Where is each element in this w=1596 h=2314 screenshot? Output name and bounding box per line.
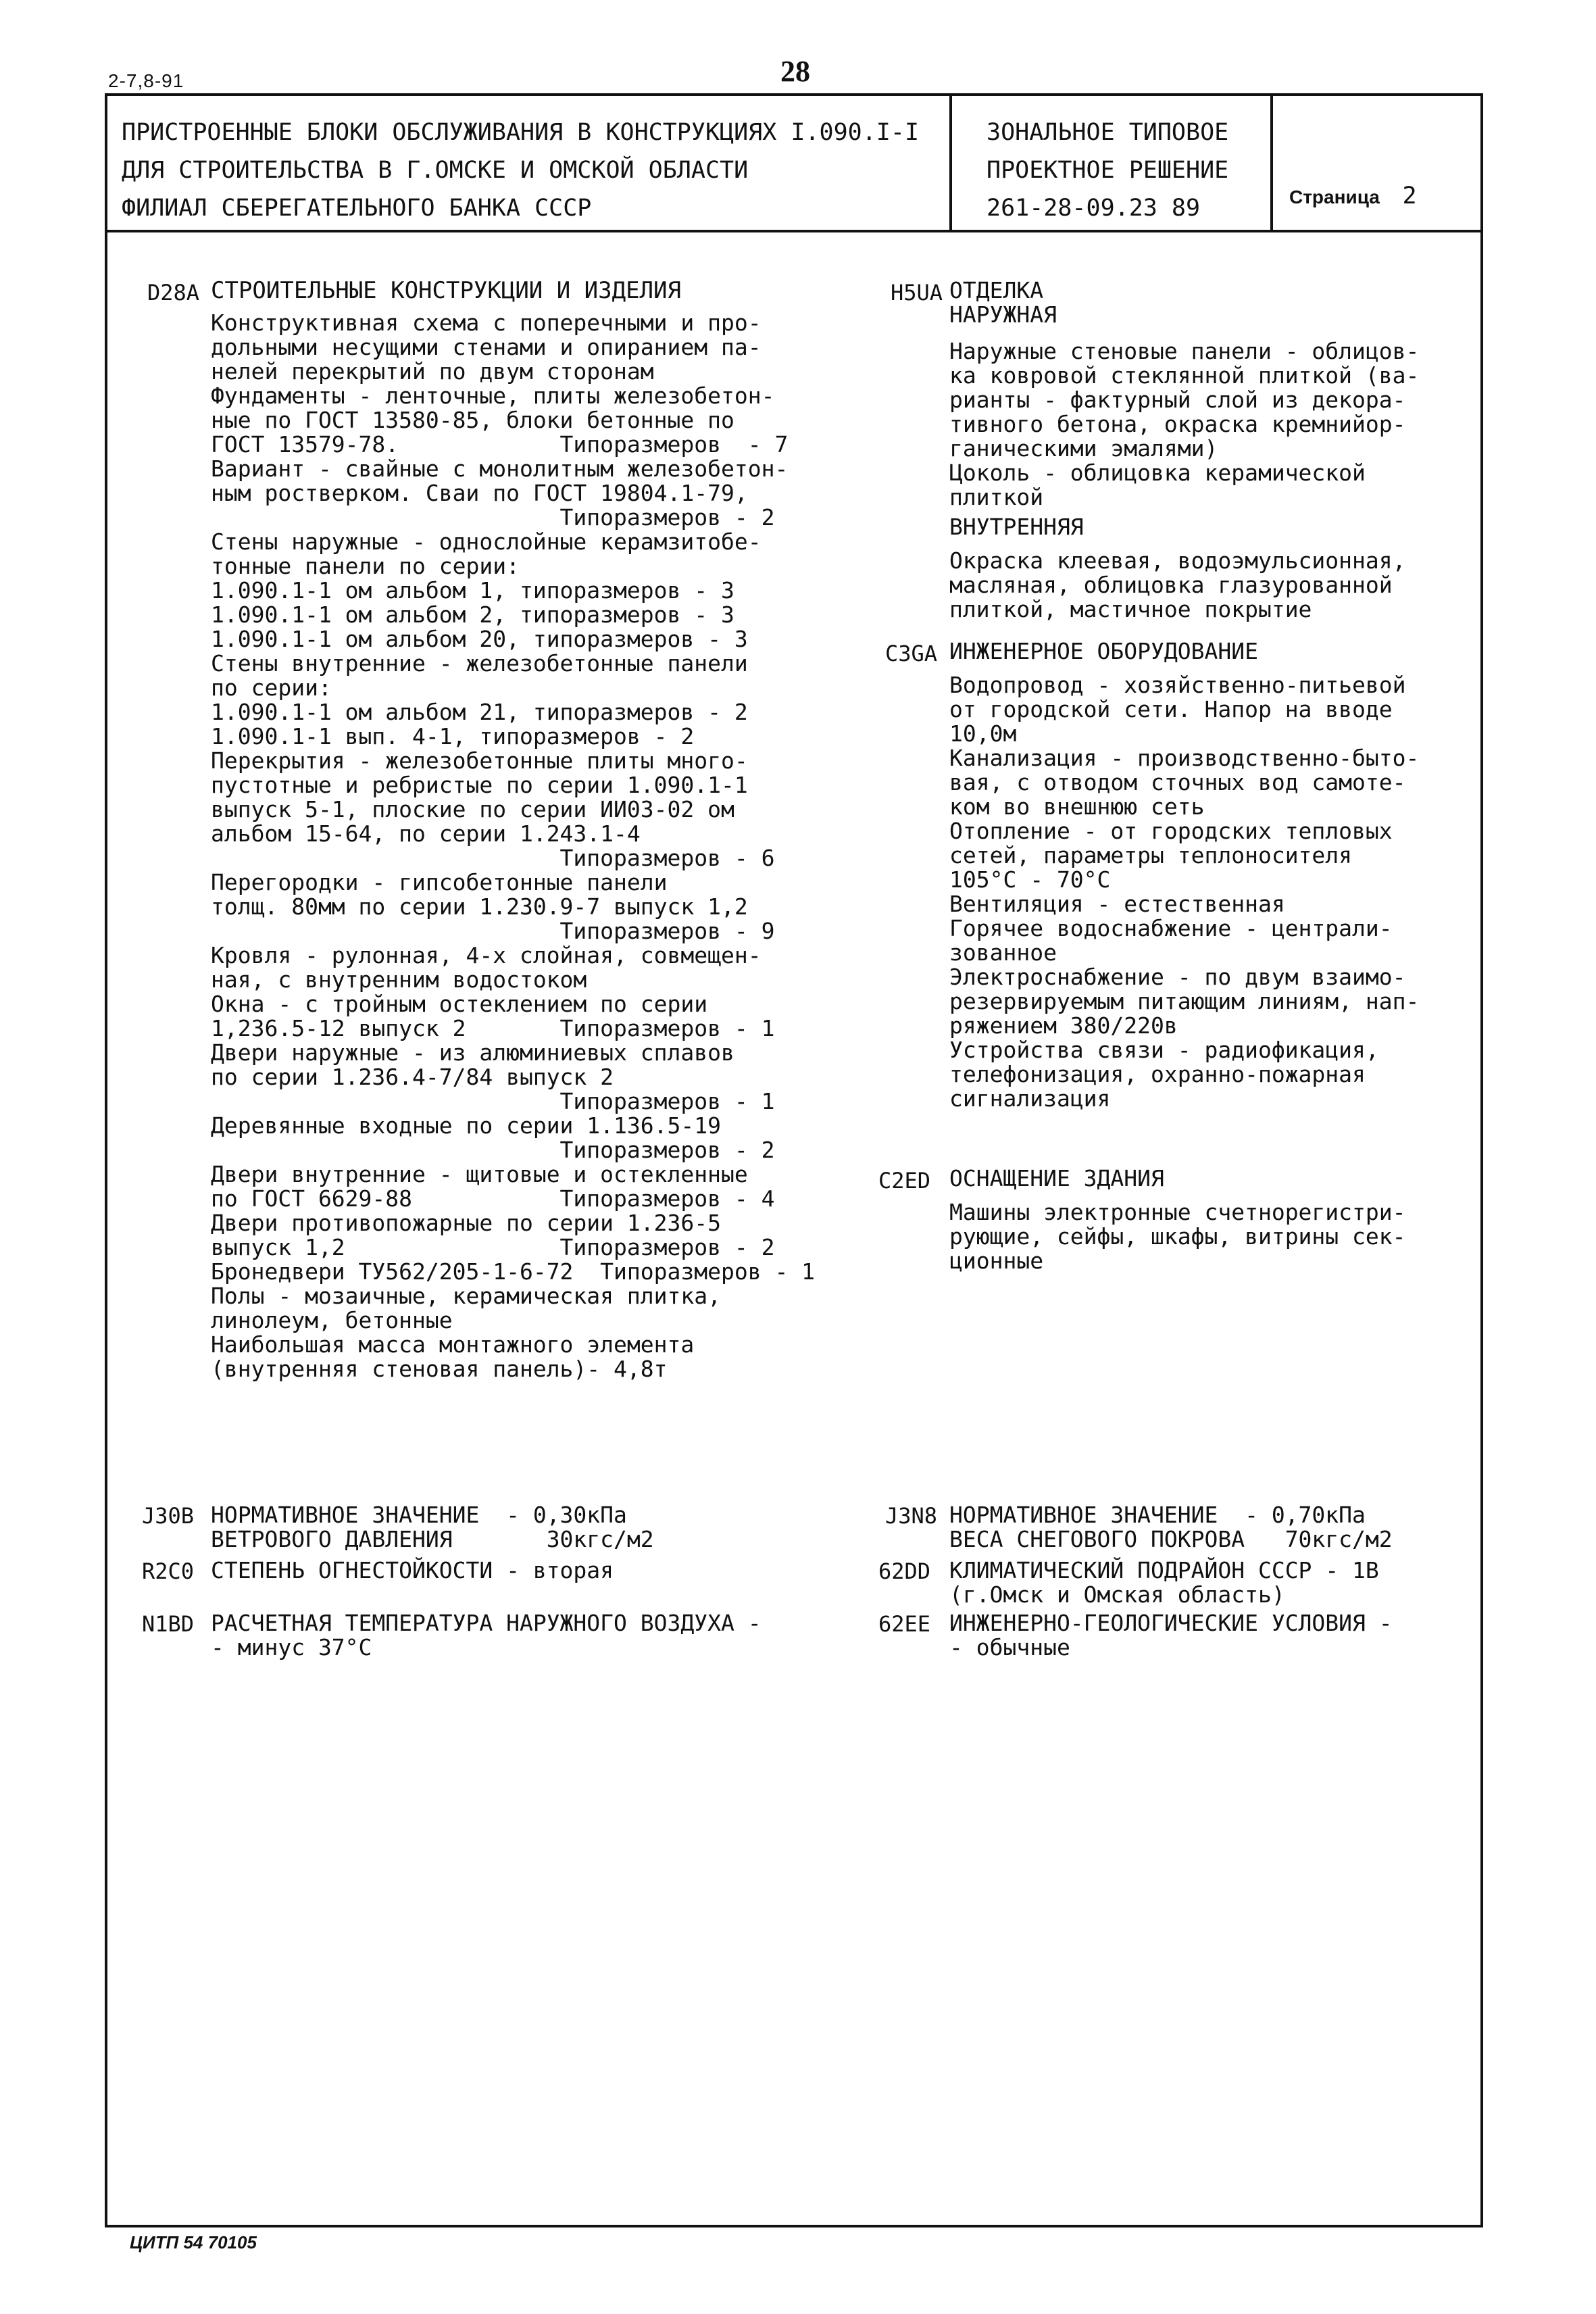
section-code: D28A — [147, 280, 200, 305]
section-code: 62DD — [878, 1558, 931, 1584]
section-code: C2ED — [878, 1168, 931, 1193]
header-title — [122, 114, 919, 227]
solution-line: 261-28-09.23 89 — [987, 195, 1201, 222]
header-divider — [105, 230, 1483, 232]
section-code: C3GA — [885, 641, 938, 666]
header-title-line: ПРИСТРОЕННЫЕ БЛОКИ ОБСЛУЖИВАНИЯ В КОНСТРУКЦИЯХ I.090.I-I — [122, 119, 920, 146]
finishing-outer-text: Наружные стеновые панели - облицов- ка ковровой стеклянной плиткой (ва- рианты - фактурный слой из декора- тивного бетона, окраска кремнийор- ганическими эмалями) Цоколь - облицовка керамической плиткой — [949, 338, 1420, 510]
section-code: J3N8 — [885, 1503, 938, 1529]
page-value: 2 — [1402, 182, 1417, 210]
page-number: 28 — [780, 55, 810, 88]
section-code: H5UA — [891, 280, 943, 305]
engineering-text: Водопровод - хозяйственно-питьевой от городской сети. Напор на вводе 10,0м Канализация - производственно-быто- вая, с отводом сточных вод самоте- ком во внешнюю сеть Отопление - от городских тепловых сетей, параметры теплоносителя 105°С - 70°С Вентиляция - естественная Горячее водоснабжение - централи- зованное Электроснабжение - по двум взаимо- резервируемым питающим линиям, нап- ряжением 380/220в Устройства связи - радиофикация, телефонизация, охранно-пожарная сигнализация — [949, 672, 1420, 1112]
section-title-equipment: ОСНАЩЕНИЕ ЗДАНИЯ — [949, 1165, 1164, 1191]
document-code: 2-7,8-91 — [108, 70, 184, 91]
equipment-text: Машины электронные счетнорегистри- рующие, сейфы, шкафы, витрины сек- ционные — [949, 1199, 1406, 1274]
section-code: J30B — [142, 1503, 195, 1529]
outdoor-temp-text: РАСЧЕТНАЯ ТЕМПЕРАТУРА НАРУЖНОГО ВОЗДУХА - - минус 37°С — [211, 1610, 762, 1660]
section-title-finishing: ОТДЕЛКА НАРУЖНАЯ — [949, 277, 1057, 328]
section-code: N1BD — [142, 1611, 195, 1637]
header-title-line: ФИЛИАЛ СБЕРЕГАТЕЛЬНОГО БАНКА СССР — [122, 195, 592, 222]
geology-text: ИНЖЕНЕРНО-ГЕОЛОГИЧЕСКИЕ УСЛОВИЯ - - обычные — [949, 1610, 1393, 1660]
page-label: Страница — [1289, 187, 1380, 207]
solution-line: ПРОЕКТНОЕ РЕШЕНИЕ — [987, 157, 1229, 184]
fire-resistance-text: СТЕПЕНЬ ОГНЕСТОЙКОСТИ - вторая — [211, 1557, 614, 1583]
header-solution — [987, 114, 1228, 227]
section-title-structures: СТРОИТЕЛЬНЫЕ КОНСТРУКЦИИ И ИЗДЕЛИЯ — [211, 277, 681, 304]
header-title-line: ДЛЯ СТРОИТЕЛЬСТВА В Г.ОМСКЕ И ОМСКОЙ ОБЛАСТИ — [122, 157, 749, 184]
climate-text: КЛИМАТИЧЕСКИЙ ПОДРАЙОН СССР - 1В (г.Омск и Омская область) — [949, 1557, 1379, 1608]
structures-text: Конструктивная схема с поперечными и про- дольными несущими стенами и опиранием па- нелей перекрытий по двум сторонам Фундаменты - ленточные, плиты железобетон- ные по ГОСТ 13580-85, блоки бетонные по ГОСТ 13579-78. Типоразмеров - 7 Вариант - свайные с монолитным железобетон- ным ростверком. Сваи по ГОСТ 19804.1-79, Типоразмеров - 2 Стены наружные - однослойные керамзитобе- тонные панели по серии: 1.090.1-1 ом альбом 1, типоразмеров - 3 1.090.1-1 ом альбом 2, типоразмеров - 3 1.090.1-1 ом альбом 20, типоразмеров - 3 Стены внутренние - железобетонные панели по серии: 1.090.1-1 ом альбом 21, типоразмеров - 2 1.090.1-1 вып. 4-1, типоразмеров - 2 Перекрытия - железобетонные плиты много- пустотные и ребристые по серии 1.090.1-1 выпуск 5-1, плоские по серии ИИ03-02 ом альбом 15-64, по серии 1.243.1-4 Типоразмеров - 6 Перегородки - гипсобетонные панели толщ. 80мм по серии 1.230.9-7 выпуск 1,2 Типоразмеров - 9 Кровля - рулонная, 4-х слойная, совмещен- ная, с внутренним водостоком Окна - с тройным остеклением по серии 1,236.5-12 выпуск 2 Типоразмеров - 1 Двери наружные - из алюминиевых сплавов по серии 1.236.4-7/84 выпуск 2 Типоразмеров - 1 Деревянные входные по серии 1.136.5-19 Типоразмеров - 2 Двери внутренние - щитовые и остекленные по ГОСТ 6629-88 Типоразмеров - 4 Двери противопожарные по серии 1.236-5 выпуск 1,2 Типоразмеров - 2 Бронедвери ТУ562/205-1-6-72 Типоразмеров - 1 Полы - мозаичные, керамическая плитка, линолеум, бетонные Наибольшая масса монтажного элемента (внутренняя стеновая панель)- 4,8т — [211, 310, 816, 1382]
section-code: 62EE — [878, 1611, 931, 1637]
header-col-divider-2 — [1270, 93, 1273, 232]
section-code: R2C0 — [142, 1558, 195, 1584]
header-col-divider-1 — [949, 93, 952, 232]
wind-pressure-text: НОРМАТИВНОЕ ЗНАЧЕНИЕ - 0,30кПа ВЕТРОВОГО ДАВЛЕНИЯ 30кгс/м2 — [211, 1502, 654, 1552]
finishing-inner-text: Окраска клеевая, водоэмульсионная, масляная, облицовка глазурованной плиткой, мастичное покрытие — [949, 547, 1406, 622]
section-title-inner: ВНУТРЕННЯЯ — [949, 514, 1084, 540]
page-indicator — [1289, 177, 1417, 215]
snow-load-text: НОРМАТИВНОЕ ЗНАЧЕНИЕ - 0,70кПа ВЕСА СНЕГОВОГО ПОКРОВА 70кгс/м2 — [949, 1502, 1393, 1552]
footer-stamp: ЦИТП 54 70105 — [130, 2232, 257, 2253]
section-title-engineering: ИНЖЕНЕРНОЕ ОБОРУДОВАНИЕ — [949, 638, 1258, 664]
solution-line: ЗОНАЛЬНОЕ ТИПОВОЕ — [987, 119, 1229, 146]
